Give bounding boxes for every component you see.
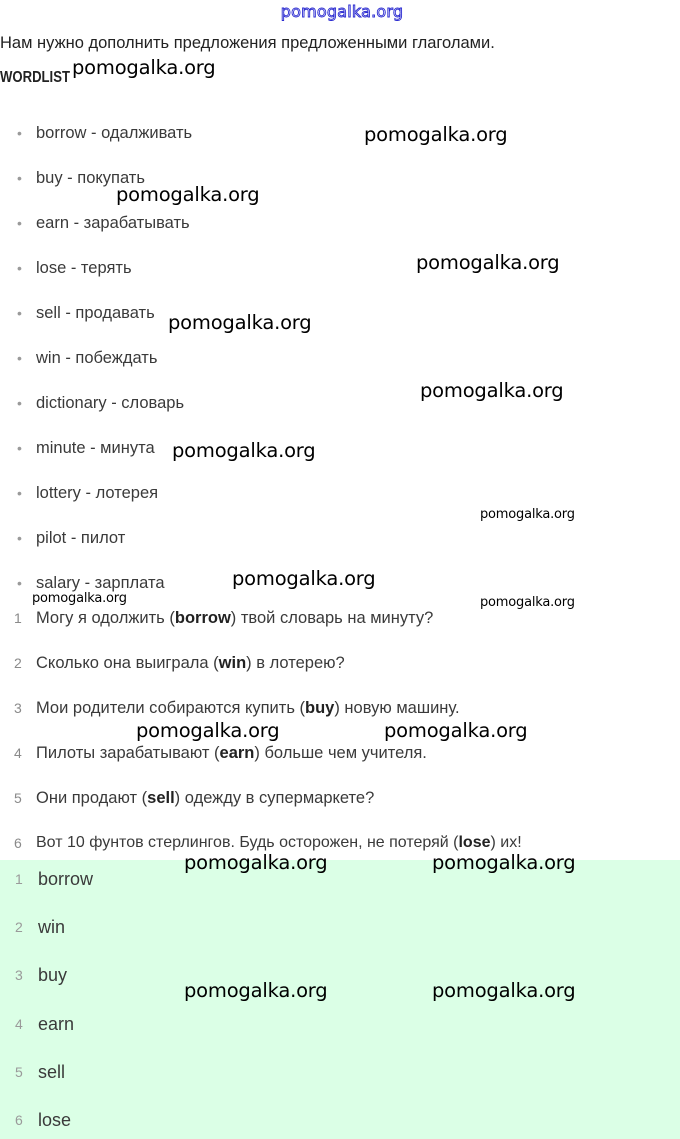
- watermark: pomogalka.org: [432, 979, 576, 1002]
- watermark: pomogalka.org: [116, 183, 260, 206]
- intro-text: Нам нужно дополнить предложения предложенными глаголами.: [0, 34, 495, 52]
- watermark: pomogalka.org: [172, 439, 316, 462]
- exercise-number: 5: [14, 790, 22, 806]
- watermark: pomogalka.org: [420, 379, 564, 402]
- answer-word: lose: [38, 1110, 72, 1130]
- answers-panel: [0, 860, 680, 1139]
- exercise-sentence: Они продают (sell) одежду в супермаркете?: [36, 789, 375, 807]
- wordlist-item-text: borrow - одалживать: [36, 124, 193, 142]
- exercise-answer: borrow: [174, 609, 231, 627]
- exercise-number: 3: [14, 700, 22, 716]
- watermark: pomogalka.org: [168, 311, 312, 334]
- wordlist-item-text: buy - покупать: [36, 169, 145, 187]
- watermark: pomogalka.org: [480, 507, 575, 522]
- watermark: pomogalka.org: [72, 56, 216, 79]
- exercise-sentence: Пилоты зарабатывают (earn) больше чем учителя.: [36, 744, 427, 762]
- bullet-icon: •: [17, 305, 22, 321]
- answer-word: sell: [38, 1062, 66, 1082]
- watermark: pomogalka.org: [136, 719, 280, 742]
- watermark: pomogalka.org: [184, 979, 328, 1002]
- bullet-icon: •: [17, 350, 22, 366]
- wordlist-item-text: win - побеждать: [36, 349, 158, 367]
- wordlist-heading: WORDLIST: [0, 69, 70, 86]
- wordlist-item-text: earn - зарабатывать: [36, 214, 190, 232]
- bullet-icon: •: [17, 260, 22, 276]
- exercise-number: 1: [14, 610, 22, 626]
- exercise-answer: earn: [219, 744, 255, 762]
- bullet-icon: •: [17, 395, 22, 411]
- wordlist-item-text: sell - продавать: [36, 304, 155, 322]
- bullet-icon: •: [17, 485, 22, 501]
- answer-number: 2: [15, 919, 23, 935]
- watermark: pomogalka.org: [32, 591, 127, 606]
- bullet-icon: •: [17, 170, 22, 186]
- wordlist-item-text: lottery - лотерея: [36, 484, 159, 502]
- wordlist-item-text: lose - терять: [36, 259, 132, 277]
- exercise-sentence: Сколько она выиграла (win) в лотерею?: [36, 654, 345, 672]
- wordlist-item-text: salary - зарплата: [36, 574, 165, 592]
- bullet-icon: •: [17, 125, 22, 141]
- exercise-number: 6: [14, 835, 22, 851]
- wordlist-item-text: dictionary - словарь: [36, 394, 185, 412]
- watermark: pomogalka.org: [184, 851, 328, 874]
- exercise-sentence: Могу я одолжить (borrow) твой словарь на минуту?: [36, 609, 434, 627]
- answer-number: 3: [15, 967, 23, 983]
- exercise-sentence: Мои родители собираются купить (buy) новую машину.: [36, 699, 460, 717]
- watermark: pomogalka.org: [432, 851, 576, 874]
- watermark: pomogalka.org: [364, 123, 508, 146]
- bullet-icon: •: [17, 215, 22, 231]
- answer-number: 1: [15, 871, 23, 887]
- exercise-answer: buy: [305, 699, 335, 717]
- answer-number: 5: [15, 1064, 23, 1080]
- exercise-number: 2: [14, 655, 22, 671]
- answer-word: win: [38, 917, 66, 937]
- bullet-icon: •: [17, 575, 22, 591]
- bullet-icon: •: [17, 440, 22, 456]
- answer-word: earn: [38, 1014, 75, 1034]
- answer-number: 4: [15, 1016, 23, 1032]
- site-header-link[interactable]: pomogalka.org: [280, 2, 404, 21]
- exercise-answer: lose: [458, 834, 491, 851]
- answer-word: borrow: [38, 869, 94, 889]
- wordlist-item-text: minute - минута: [36, 439, 155, 457]
- exercise-sentence: Вот 10 фунтов стерлингов. Будь осторожен, не потеряй (lose) их!: [36, 834, 522, 851]
- exercise-number: 4: [14, 745, 22, 761]
- wordlist-item-text: pilot - пилот: [36, 529, 126, 547]
- exercise-answer: sell: [147, 789, 175, 807]
- watermark: pomogalka.org: [416, 251, 560, 274]
- watermark: pomogalka.org: [480, 595, 575, 610]
- bullet-icon: •: [17, 530, 22, 546]
- watermark: pomogalka.org: [384, 719, 528, 742]
- answer-number: 6: [15, 1112, 23, 1128]
- exercise-answer: win: [218, 654, 247, 672]
- answer-word: buy: [38, 965, 68, 985]
- watermark: pomogalka.org: [232, 567, 376, 590]
